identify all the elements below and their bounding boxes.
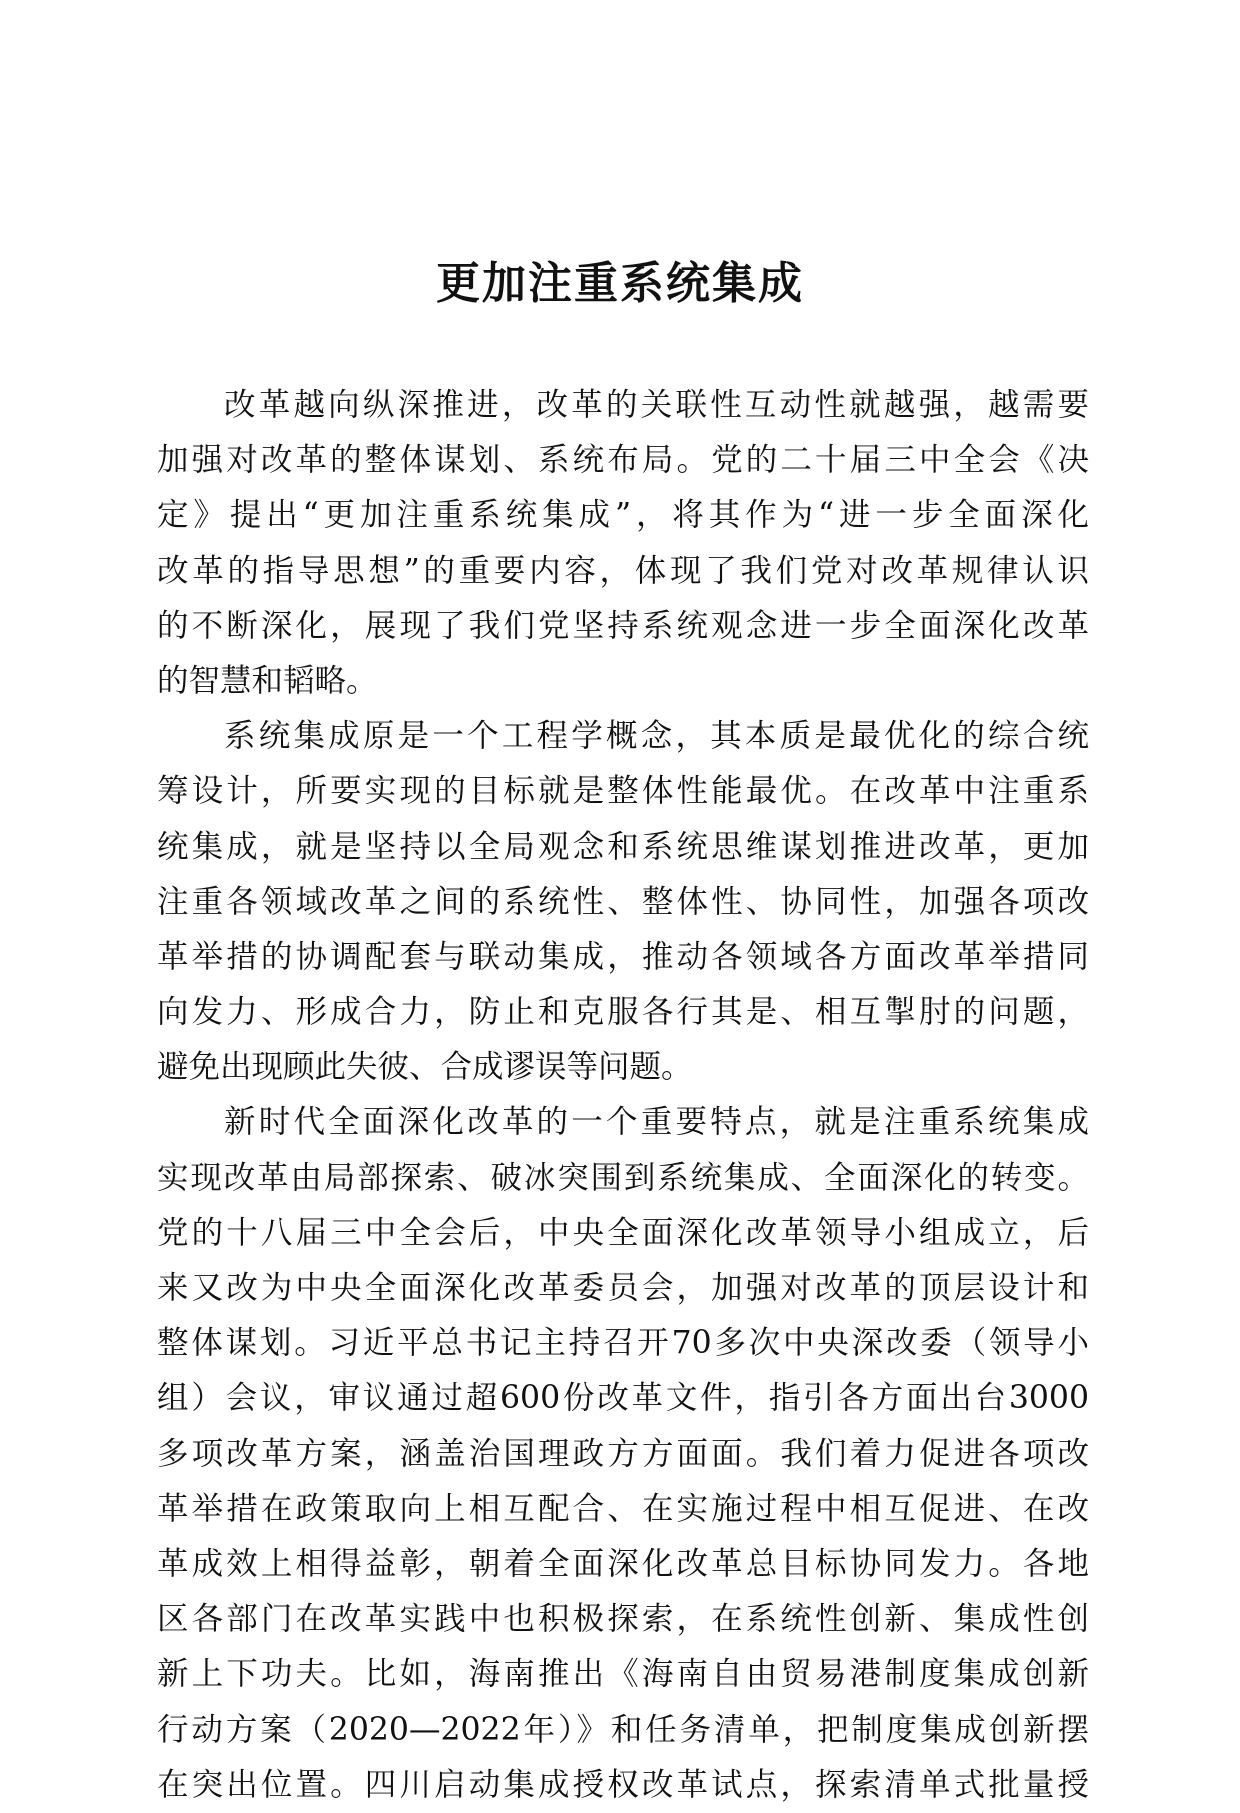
- text-line: 筹设计，所要实现的目标就是整体性能最优。在改革中注重系: [157, 773, 1089, 810]
- text-line: 系统集成原是一个工程学概念，其本质是最优化的综合统: [224, 718, 1089, 755]
- text-line: 向发力、形成合力，防止和克服各行其是、相互掣肘的问题，: [157, 994, 1089, 1031]
- text-line: 加强对改革的整体谋划、系统布局。党的二十届三中全会《决: [157, 442, 1089, 479]
- text-line: 行动方案（2020—2022年）》和任务清单，把制度集成创新摆: [157, 1711, 1089, 1748]
- text-line: 改革越向纵深推进，改革的关联性互动性就越强，越需要: [224, 387, 1089, 423]
- text-line: 统集成，就是坚持以全局观念和系统思维谋划推进改革，更加: [157, 828, 1089, 865]
- document-title: 更加注重系统集成: [436, 258, 804, 309]
- text-line: 避免出现顾此失彼、合成谬误等问题。: [157, 1049, 693, 1086]
- text-line: 注重各领域改革之间的系统性、整体性、协同性，加强各项改: [157, 883, 1089, 920]
- text-line: 在突出位置。四川启动集成授权改革试点，探索清单式批量授: [157, 1766, 1089, 1803]
- text-line: 革举措的协调配套与联动集成，推动各领域各方面改革举措同: [157, 938, 1089, 975]
- document-body: [157, 378, 1089, 1813]
- text-line: 整体谋划。习近平总书记主持召开70多次中央深改委（领导小: [157, 1325, 1089, 1362]
- text-line: 新时代全面深化改革的一个重要特点，就是注重系统集成: [224, 1104, 1089, 1141]
- text-line: 改革的指导思想”的重要内容，体现了我们党对改革规律认识: [157, 552, 1089, 589]
- text-line: 多项改革方案，涵盖治国理政方方面面。我们着力促进各项改: [157, 1435, 1089, 1472]
- text-line: 来又改为中央全面深化改革委员会，加强对改革的顶层设计和: [157, 1270, 1089, 1306]
- text-line: 革举措在政策取向上相互配合、在实施过程中相互促进、在改: [157, 1490, 1089, 1527]
- text-line: 革成效上相得益彰，朝着全面深化改革总目标协同发力。各地: [157, 1545, 1089, 1582]
- text-line: 的不断深化，展现了我们党坚持系统观念进一步全面深化改革: [157, 607, 1089, 644]
- text-line: 实现改革由局部探索、破冰突围到系统集成、全面深化的转变。: [157, 1159, 1089, 1196]
- text-line: 区各部门在改革实践中也积极探索，在系统性创新、集成性创: [157, 1601, 1089, 1638]
- text-line: 组）会议，审议通过超600份改革文件，指引各方面出台3000: [157, 1380, 1089, 1417]
- text-line: 新上下功夫。比如，海南推出《海南自由贸易港制度集成创新: [157, 1656, 1089, 1693]
- text-line: 党的十八届三中全会后，中央全面深化改革领导小组成立，后: [157, 1214, 1089, 1251]
- text-line: 的智慧和韬略。: [157, 662, 378, 699]
- text-line: 定》提出“更加注重系统集成”，将其作为“进一步全面深化: [157, 497, 1089, 534]
